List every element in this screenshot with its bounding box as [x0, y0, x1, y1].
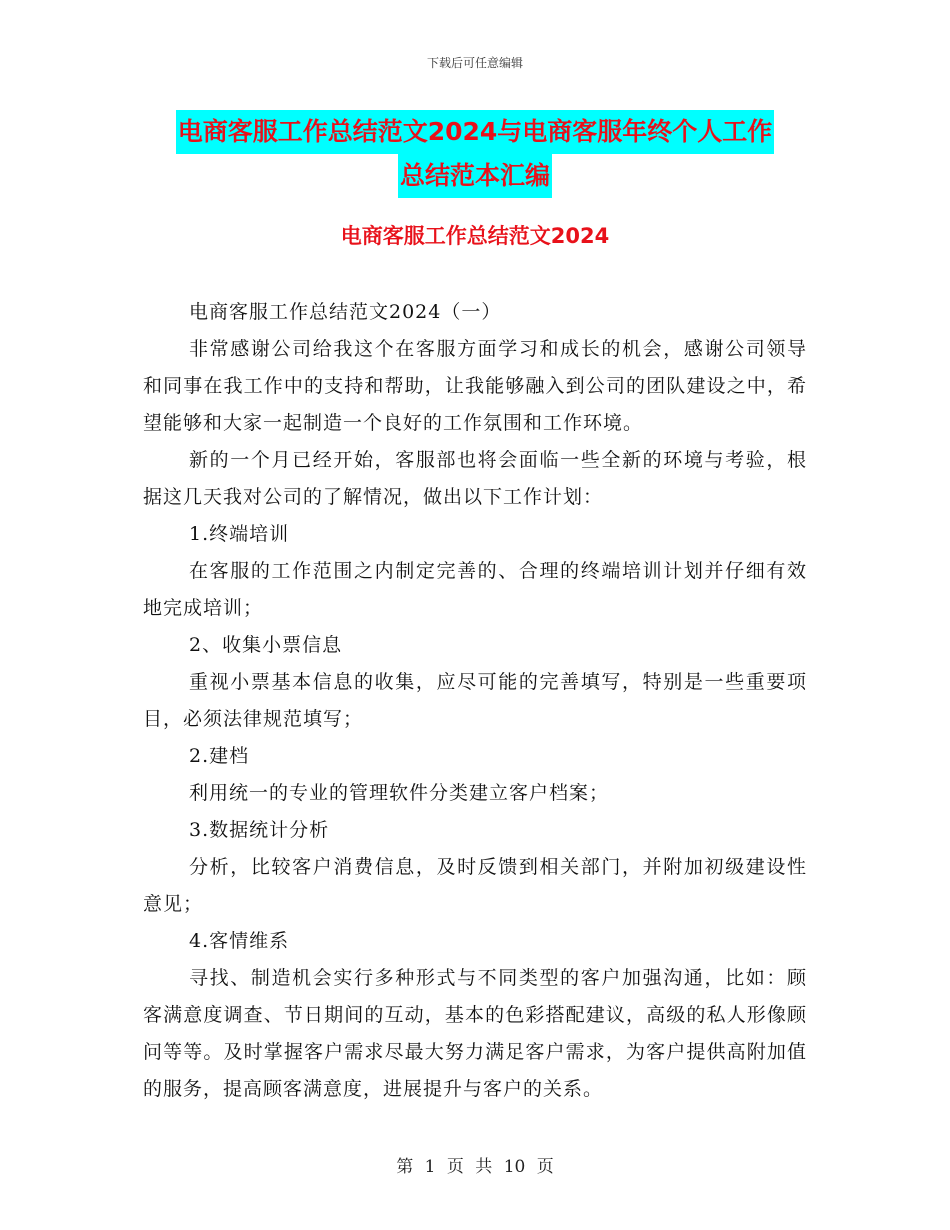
list-heading: 3.数据统计分析	[189, 819, 330, 841]
paragraph: 利用统一的专业的管理软件分类建立客户档案；	[189, 782, 610, 804]
paragraph: 重视小票基本信息的收集，应尽可能的完善填写，特别是一些重要项目，必须法律规范填写；	[143, 671, 807, 730]
paragraph: 非常感谢公司给我这个在客服方面学习和成长的机会，感谢公司领导和同事在我工作中的支持和帮助，让我能够融入到公司的团队建设之中，希望能够和大家一起制造一个良好的工作氛围和工作环境。	[143, 338, 807, 434]
paragraph: 电商客服工作总结范文2024（一）	[189, 301, 502, 323]
paragraph: 在客服的工作范围之内制定完善的、合理的终端培训计划并仔细有效地完成培训；	[143, 560, 807, 619]
paragraph: 分析，比较客户消费信息，及时反馈到相关部门，并附加初级建设性意见；	[143, 856, 807, 915]
document-body	[143, 294, 807, 1108]
page-footer: 第 1 页 共 10 页	[396, 1157, 554, 1177]
section-heading: 电商客服工作总结范文2024	[340, 224, 610, 248]
paragraph: 新的一个月已经开始，客服部也将会面临一些全新的环境与考验，根据这几天我对公司的了解情况，做出以下工作计划：	[143, 449, 807, 508]
list-heading: 4.客情维系	[189, 930, 290, 952]
list-heading: 2.建档	[189, 745, 250, 767]
list-heading: 2、收集小票信息	[189, 634, 343, 656]
title-line-1: 电商客服工作总结范文2024与电商客服年终个人工作	[176, 110, 775, 154]
document-title	[0, 110, 950, 198]
page-header-note: 下载后可任意编辑	[426, 56, 523, 70]
paragraph: 寻找、制造机会实行多种形式与不同类型的客户加强沟通，比如：顾客满意度调查、节日期间的互动，基本的色彩搭配建议，高级的私人形像顾问等等。及时掌握客户需求尽最大努力满足客户需求，为客户提供高附加值的服务，提高顾客满意度，进展提升与客户的关系。	[143, 967, 807, 1100]
list-heading: 1.终端培训	[189, 523, 290, 545]
title-line-2: 总结范本汇编	[398, 154, 552, 198]
